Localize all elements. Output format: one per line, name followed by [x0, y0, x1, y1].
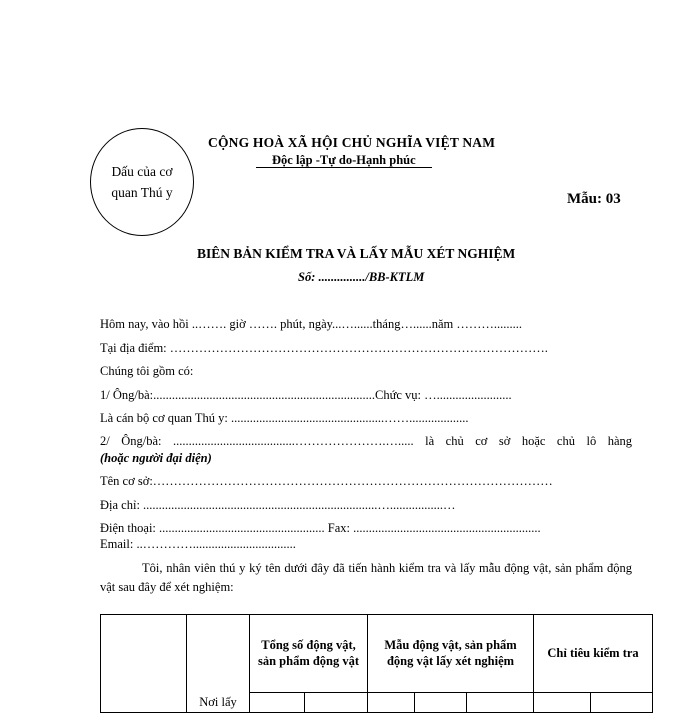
agency-stamp-circle	[90, 128, 194, 236]
table-header-origin: Nơi lấy	[187, 615, 250, 713]
person2-note: (hoặc người đại diện)	[100, 451, 212, 465]
table-subcell	[534, 693, 591, 713]
address-line: Địa chỉ: ...........................................................................….................…	[100, 498, 456, 512]
nation-heading: CỘNG HOÀ XÃ HỘI CHỦ NGHĨA VIỆT NAM	[208, 135, 496, 150]
date-line: Hôm nay, vào hồi ..……. giờ ……. phút, ngày...…......tháng…......năm ……….........	[100, 317, 522, 331]
place-line: Tại địa điểm: ……………………………………………………………………………….	[100, 341, 548, 355]
table-header-sample: Mẫu động vật, sản phẩm động vật lấy xét nghiệm	[368, 615, 534, 693]
table-header-criteria: Chỉ tiêu kiểm tra	[534, 615, 653, 693]
table-subcell	[415, 693, 467, 713]
email-line: Email: ..………….................................	[100, 537, 296, 551]
stamp-label: Dấu của cơ quan Thú y	[111, 164, 173, 200]
table-subcell	[368, 693, 415, 713]
person2-line: 2/ Ông/bà: .......................................………………….…..... là chủ cơ sở hoặc chủ lô hàng	[100, 434, 632, 448]
members-line: Chúng tôi gồm có:	[100, 364, 194, 378]
motto-underline	[256, 167, 432, 168]
person1-role-line: Là cán bộ cơ quan Thú y: .................................................……...................	[100, 411, 469, 425]
document-title: BIÊN BẢN KIỂM TRA VÀ LẤY MẪU XÉT NGHIỆM	[197, 246, 516, 261]
table-subcell	[591, 693, 653, 713]
table-subcell	[467, 693, 534, 713]
sample-table	[100, 614, 653, 713]
form-code: Mẫu: 03	[567, 191, 621, 207]
table-cell-blank	[101, 615, 187, 713]
document-number: Số: .............../BB-KTLM	[298, 270, 425, 284]
facility-line: Tên cơ sở:……………………………………………………………………………………	[100, 474, 553, 488]
intro-paragraph: Tôi, nhân viên thú y ký tên dưới đây đã tiến hành kiểm tra và lấy mẫu động vật, sản phẩm động vật sau đây để xét nghiệm:	[100, 561, 632, 594]
person1-line: 1/ Ông/bà:.......................................................................Chức vụ: …........................	[100, 388, 512, 402]
motto-heading: Độc lập -Tự do-Hạnh phúc	[272, 153, 416, 167]
table-subcell	[250, 693, 305, 713]
table-subcell	[305, 693, 368, 713]
phone-line: Điện thoại: ..................................................... Fax: ............................................................	[100, 521, 541, 535]
table-header-total: Tổng số động vật, sản phẩm động vật	[250, 615, 368, 693]
